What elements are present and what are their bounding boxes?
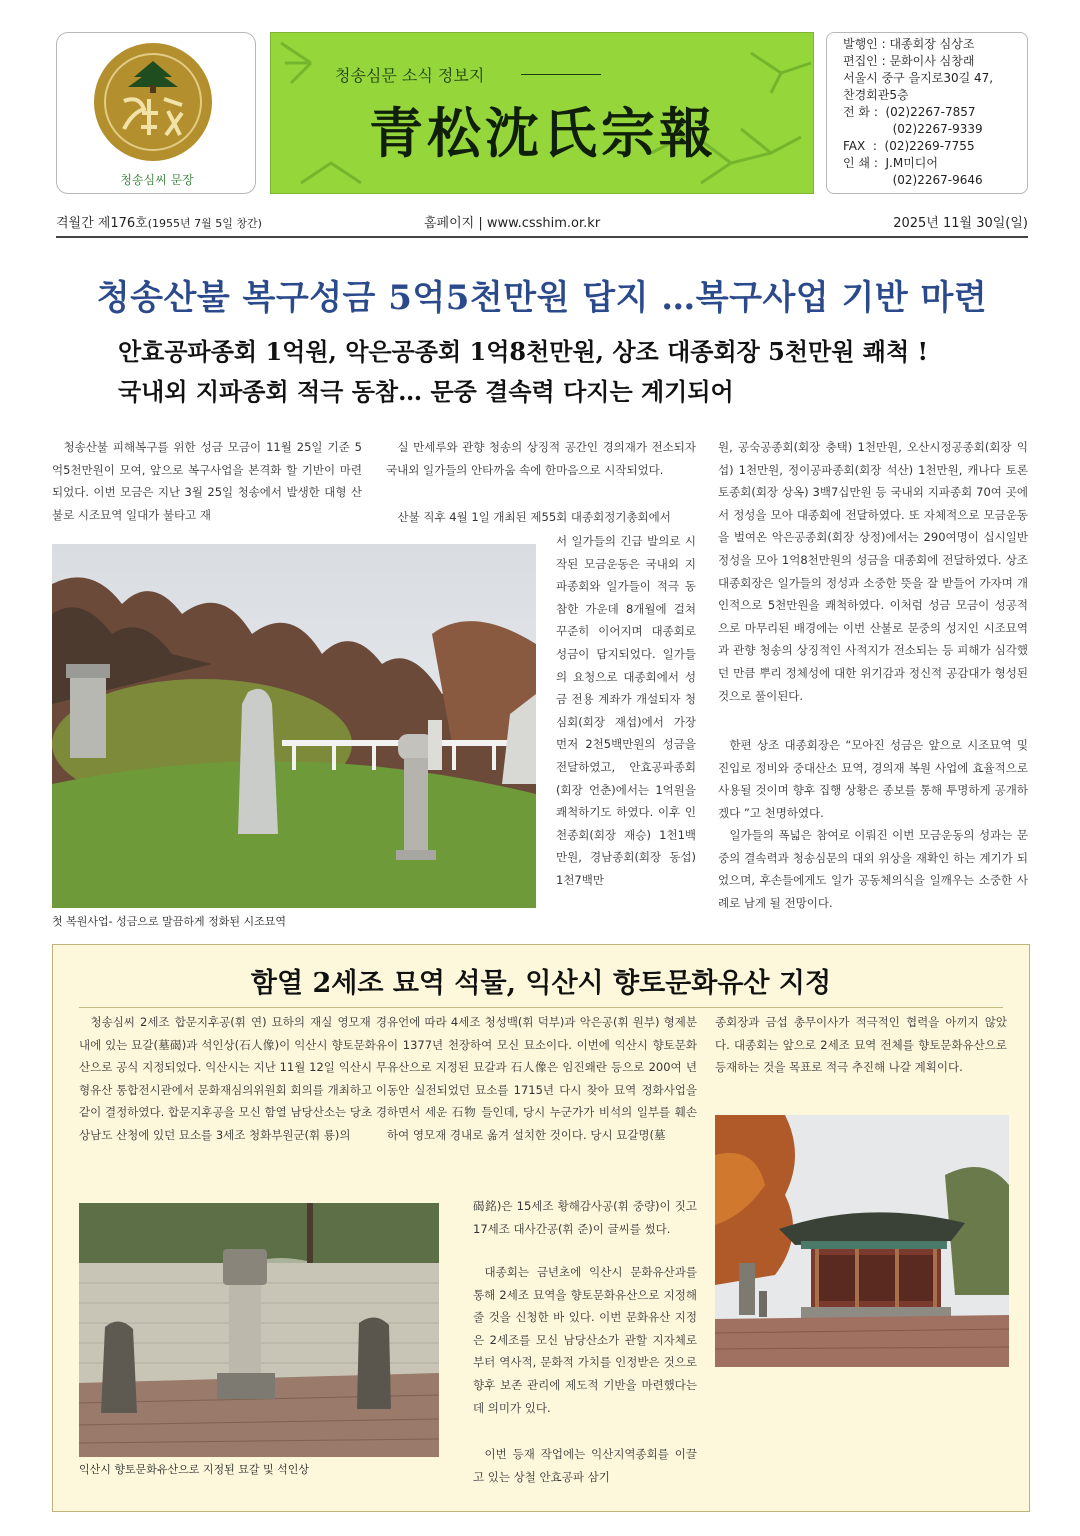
- article2-col2-narrow-text-a: 碣銘)은 15세조 황해감사공(휘 중량)이 짓고 17세조 대사간공(휘 준)이 글씨를 썼다.: [473, 1199, 697, 1236]
- issue-number: [56, 212, 262, 231]
- info-line: 찬경회관5층: [843, 88, 909, 102]
- subheadline-1: 안효공파종회 1억원, 악은공종회 1억8천만원, 상조 대종회장 5천만원 쾌척 !: [118, 337, 929, 366]
- subheadline-2: 국내외 지파종회 적극 동참… 문중 결속력 다지는 계기되어: [118, 377, 734, 406]
- tablet-statues-photo: [79, 1203, 439, 1457]
- masthead: [56, 32, 1028, 196]
- masthead-title-box: [270, 32, 814, 194]
- article2-col3-text: 종회장과 금섭 총무이사가 적극적인 협력을 아끼지 않았다. 대종회는 앞으로 2세조 묘역 전체를 향토문화유산으로 등재하는 것을 목표로 적극 추진해 나갈 계획이다.: [715, 1015, 1007, 1075]
- article1-col3-text-a: 원, 공숙공종회(회장 충택) 1천만원, 오산시정공종회(회장 익섭) 1천만원, 정이공파종회(회장 석산) 1천만원, 캐나다 토론토종회(회장 상옥) 3백7십만원 등 국내외 지파종회 70여 곳에서 정성을 모아 대종회에 전달하였다. 또 자체적으로 모금운동을 벌여온 악은공종회(회장 상정)에서는 290여명이 십시일반 정성을 모아 1억8천만원의 성금을 대종회에 전달하였다. 상조 대종회장은 일가들의 정성과 소중한 뜻을 잘 받들어 가자며 개인적으로 5천만원을 쾌척하였다. 이처럼 성금 모금이 성공적으로 마무리된 배경에는 이번 산불로 문중의 성지인 시조묘역과 관향 청송의 상징적인 사적지가 전소되는 등 피해가 심각했던 만큼 뿌리 정체성에 대한 위기감과 정신적 공감대가 형성된 것으로 풀이된다.: [718, 440, 1028, 703]
- info-line: 서울시 중구 을지로30길 47,: [843, 71, 994, 85]
- article2-headline-rule: [79, 1007, 1003, 1008]
- article2-box: [52, 944, 1030, 1512]
- article2-headline: 함열 2세조 묘역 석물, 익산시 향토문화유산 지정: [250, 968, 832, 999]
- issue-date: 2025년 11월 30일(일): [893, 216, 1028, 231]
- tablet-photo-caption: 익산시 향토문화유산으로 지정된 묘갈 및 석인상: [79, 1463, 310, 1476]
- tomb-photo-caption: 첫 복원사업- 성금으로 말끔하게 정화된 시조묘역: [52, 915, 286, 928]
- info-line: 편집인 : 문화이사 심창래: [843, 54, 975, 68]
- info-line: 인 쇄 : J.M미디어: [843, 156, 938, 170]
- founded-date: (1955년 7월 5일 창간): [147, 217, 262, 230]
- info-line: FAX : (02)2269-7755: [843, 139, 975, 153]
- homepage-link[interactable]: 홈페이지 | www.csshim.or.kr: [424, 216, 601, 231]
- article2-col2-text: 유언에 따라 4세조 청성백(휘 덕부)과 악은공(휘 원부) 형제분이 1377년 천장하여 모신 묘소이다. 이번에 익산시 향토문화유산으로 지정된 묘갈과 石人像은 임진왜란 등으로 200여 년동안 실전되었던 묘소를 1715년 다시 찾아 묘역 정화사업을 하면서 세운 石物 들인데, 당시 누군가가 비석의 일부를 훼손하여 영모재 경내로 옮겨 설치한 것이다. 당시 묘갈명(墓: [387, 1015, 697, 1142]
- article1-col2-narrow-text: 서 일가들의 긴급 발의로 시작된 모금운동은 국내외 지파종회와 일가들이 적극 동참한 가운데 8개월에 걸쳐 꾸준히 이어지며 대종회로 성금이 답지되었다. 일가들의 요청으로 대종회에서 성금 전용 계좌가 개설되자 청심회(회장 재섭)에서 가장 먼저 2천5백만원의 성금을 전달하였고, 안효공파종회(회장 언춘)에서는 1억원을 쾌척하기도 하였다. 이후 인천종회(회장 재승) 1천1백만원, 경남종회(회장 동섭) 1천7백만: [556, 534, 696, 887]
- info-line: (02)2267-9339: [843, 122, 983, 136]
- article2-col2-narrow-text-c: 이번 등재 작업에는 익산지역종회를 이끌고 있는 상철 안효공파 삼기: [473, 1447, 697, 1484]
- dateline: [56, 210, 1028, 238]
- article1-col1-text: 청송산불 피해복구를 위한 성금 모금이 11월 25일 기준 5억5천만원이 모여, 앞으로 복구사업을 본격화 할 기반이 마련되었다. 이번 모금은 지난 3월 25일 청송에서 발생한 대형 산불로 시조묘역 일대가 불타고 재: [52, 440, 362, 522]
- tomb-site-photo: [52, 544, 536, 908]
- article2-col2-narrow-text-b: 대종회는 금년초에 익산시 문화유산과를 통해 2세조 묘역을 향토문화유산으로 지정해 줄 것을 신청한 바 있다. 이번 문화유산 지정은 2세조를 모신 남당산소가 관할 지자체로부터 역사적, 문화적 가치를 인정받은 것으로 향후 보존 관리에 제도적 기반을 마련했다는데 의미가 있다.: [473, 1265, 697, 1415]
- newspaper-title: 青松沈氏宗報: [369, 101, 717, 165]
- article1-col3-text-b: 한편 상조 대종회장은 “모아진 성금은 앞으로 시조묘역 및 진입로 정비와 중대산소 묘역, 경의재 복원 사업에 효율적으로 사용될 것이며 향후 집행 상황은 종보를 통해 투명하게 공개하겠다 ”고 천명하였다.: [718, 738, 1028, 820]
- issue-label: 격월간 제176호: [56, 216, 148, 231]
- publisher-info: [826, 32, 1028, 194]
- masthead-subtitle: 청송심문 소식 정보지: [335, 66, 485, 85]
- info-line: 전 화 : (02)2267-7857: [843, 105, 976, 119]
- info-line: 발행인 : 대종회장 심상조: [843, 37, 975, 51]
- article1-col3-text-c: 일가들의 폭넓은 참여로 이뤄진 이번 모금운동의 성과는 문중의 결속력과 청송심문의 대외 위상을 재확인 하는 계기가 되었으며, 후손들에게도 일가 공동체의식을 일깨우는 소중한 사례로 남게 될 전망이다.: [718, 828, 1028, 910]
- shrine-building-photo: [715, 1115, 1009, 1367]
- article2-col1-text: 청송심씨 2세조 합문지후공(휘 연) 묘하의 재실 영모재 경내에 있는 묘갈(墓碣)과 석인상(石人像)이 익산시 향토문화유산으로 공식 지정되었다. 익산시는 지난 11월 12일 익산시 무형유산 통합전시관에서 문화재심의위원회 회의를 개최하고 이같이 결정하였다. 합문지후공을 모신 함열 남당산소는 당초 경상남도 산청에 있던 묘소를 3세조 청화부원군(휘 룡)의: [79, 1015, 387, 1142]
- subtitle-rule: [521, 74, 601, 75]
- info-line: (02)2267-9646: [843, 173, 983, 187]
- logo-box: [56, 32, 256, 194]
- article1-col2-text-b: 산불 직후 4월 1일 개최된 제55회 대종회정기총회에서: [397, 510, 671, 524]
- clan-crest-logo: [94, 43, 212, 161]
- main-headline: 청송산불 복구성금 5억5천만원 답지 …복구사업 기반 마련: [96, 278, 988, 318]
- article1-col2-text-a: 실 만세루와 관향 청송의 상징적 공간인 경의재가 전소되자 국내외 일가들의 안타까움 속에 한마음으로 시작되었다.: [386, 440, 696, 477]
- logo-caption: 청송심씨 문장: [120, 173, 194, 187]
